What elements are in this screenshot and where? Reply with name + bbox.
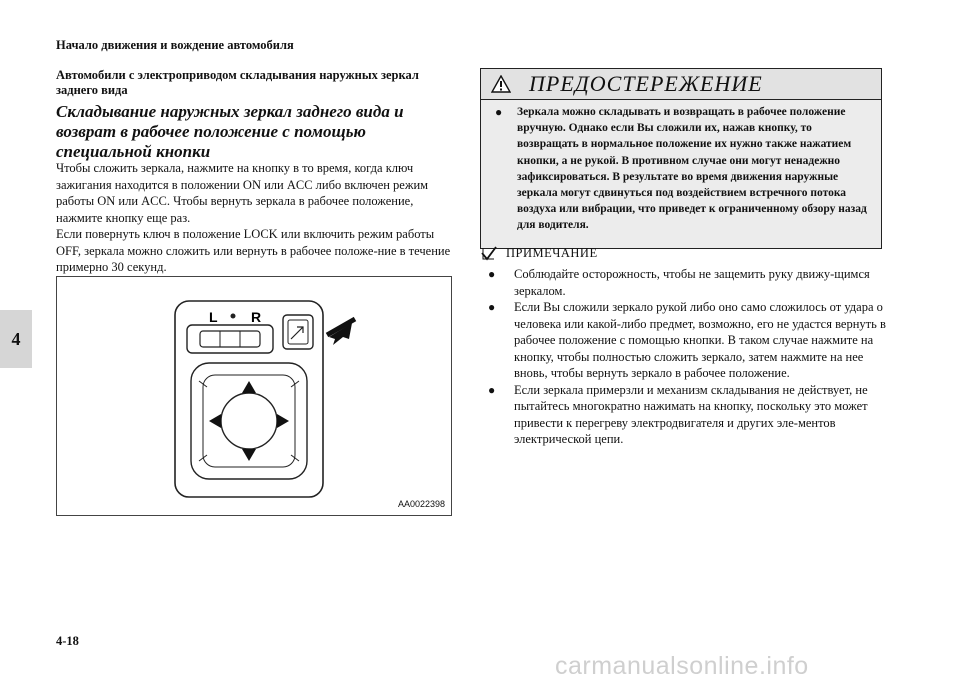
chapter-tab [0,310,32,368]
body-text [56,160,460,276]
subtitle: Автомобили с электроприводом складывания наружных зеркал заднего вида [56,68,419,97]
switch-figure [56,276,452,516]
note-item-text: Если Вы сложили зеркало рукой либо оно само сложилось от удара о человека или какой-либо предмет, возможно, его не удастся вернуть в рабочее положение с помощью кнопки. В таком случае нажмите на кнопку, чтобы полностью сложить зеркало, затем нажмите на нее вновь, чтобы вернуть зеркало в рабочее положение. [514,300,886,380]
mirror-switch-icon [283,315,313,349]
bullet-icon: ● [488,267,496,281]
list-item [488,266,890,299]
bullet-icon: ● [495,105,503,119]
note-check-icon [480,244,498,262]
note-item-text: Если зеркала примерзли и механизм складывания не действует, не пытайтесь многократно нажимать на кнопку, поскольку это может привести к перегреву электродвигателя и других эле-ментов электрической цепи. [514,382,868,446]
switch-label-right: R [251,309,262,325]
section-title: Складывание наружных зеркал заднего вида и возврат в рабочее положение с помощью специальной кнопки [56,102,404,161]
bullet-icon: ● [488,382,496,397]
list-item [488,299,890,382]
warning-title: ПРЕДОСТЕРЕЖЕНИЕ [529,71,763,96]
bullet-icon: ● [488,300,496,314]
warning-box [480,68,882,249]
note-item-text: Соблюдайте осторожность, чтобы не защемить руку движу-щимся зеркалом. [514,267,870,298]
warning-triangle-icon [491,75,511,93]
body-paragraph-2: Если повернуть ключ в положение LOCK или включить режим работы OFF, зеркала можно сложить или вернуть в рабочее положе-ние в течение примерно 30 секунд. [56,227,451,274]
mirror-switch-illustration [57,277,451,515]
chapter-number: 4 [11,328,21,349]
note-list [488,266,890,448]
list-item [488,382,890,448]
note-header [480,244,598,262]
body-paragraph-1: Чтобы сложить зеркала, нажмите на кнопку в то время, когда ключ зажигания находится в положении ON или ACC либо включен режим работы ON или ACC. Чтобы вернуть зеркала в рабочее положение, нажмите кнопку еще раз. [56,161,429,225]
page-number: 4-18 [56,634,79,648]
figure-code: AA0022398 [397,499,445,509]
warning-text: Зеркала можно складывать и возвращать в рабочее положение вручную. Однако если Вы сложили их, нажав кнопку, то возвращать в нормальное положение их нужно также нажатием кнопки, а не рукой. В противном случае они могут ненадежно зафиксироваться. В результате во время движения наружные зеркала могут сдвинуться под воздействием встречного потока воздуха или вибрации, что приведет к ограниченному обзору назад для водителя. [517,106,867,232]
running-header: Начало движения и вождение автомобиля [56,38,294,52]
warning-header [481,69,881,100]
watermark: carmanualsonline.info [555,652,809,680]
switch-label-left: L [209,309,218,325]
note-title: ПРИМЕЧАНИЕ [506,245,598,260]
warning-body [481,100,881,234]
